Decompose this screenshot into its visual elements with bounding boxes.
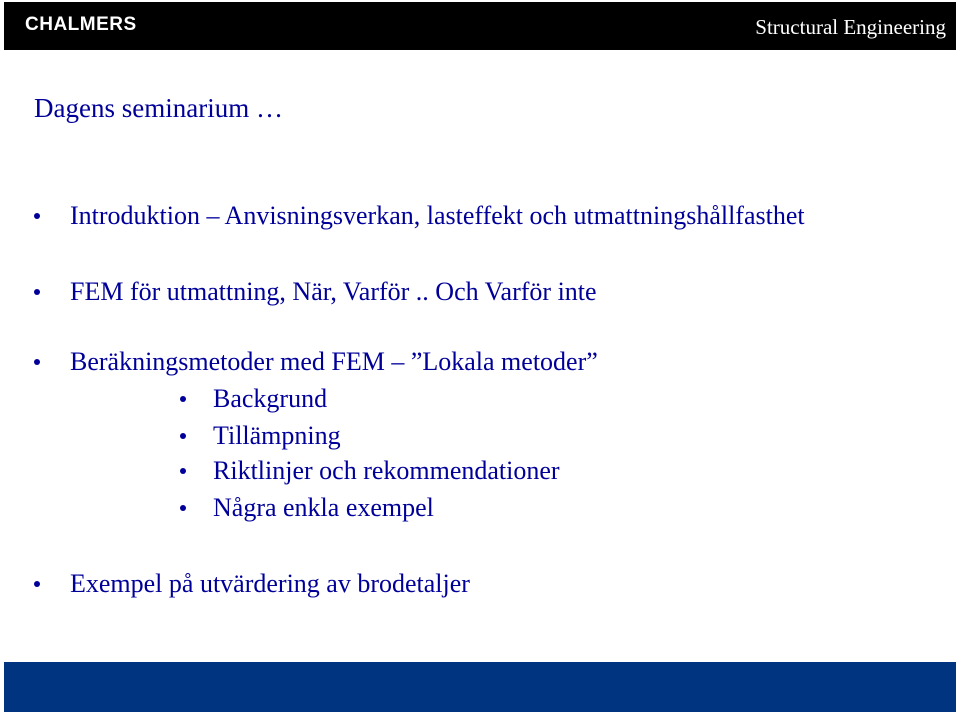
bullet-dot-icon [34,359,40,365]
bullet-dot-icon [180,505,186,511]
bullet-text: Introduktion – Anvisningsverkan, lasteffekt och utmattningshållfasthet [70,201,805,230]
footer-bar [4,662,956,712]
bullet-dot-icon [34,213,40,219]
bullet-text: Beräkningsmetoder med FEM – ”Lokala metoder” [70,347,598,376]
bullet-dot-icon [34,581,40,587]
bullet-dot-icon [180,396,186,402]
bullet-dot-icon [180,468,186,474]
bullet-dot-icon [34,289,40,295]
bullet-text: Exempel på utvärdering av brodetaljer [70,569,470,598]
slide-title: Dagens seminarium … [34,93,283,123]
bullet-text: FEM för utmattning, När, Varför .. Och Varför inte [70,277,597,306]
chalmers-logo: CHALMERS [25,14,137,35]
sub-bullet-text: Några enkla exempel [213,493,434,522]
bullet-dot-icon [180,433,186,439]
department-label: Structural Engineering [755,15,946,39]
sub-bullet-text: Tillämpning [213,421,341,450]
sub-bullet-text: Backgrund [213,384,328,413]
sub-bullet-text: Riktlinjer och rekommendationer [213,456,560,485]
